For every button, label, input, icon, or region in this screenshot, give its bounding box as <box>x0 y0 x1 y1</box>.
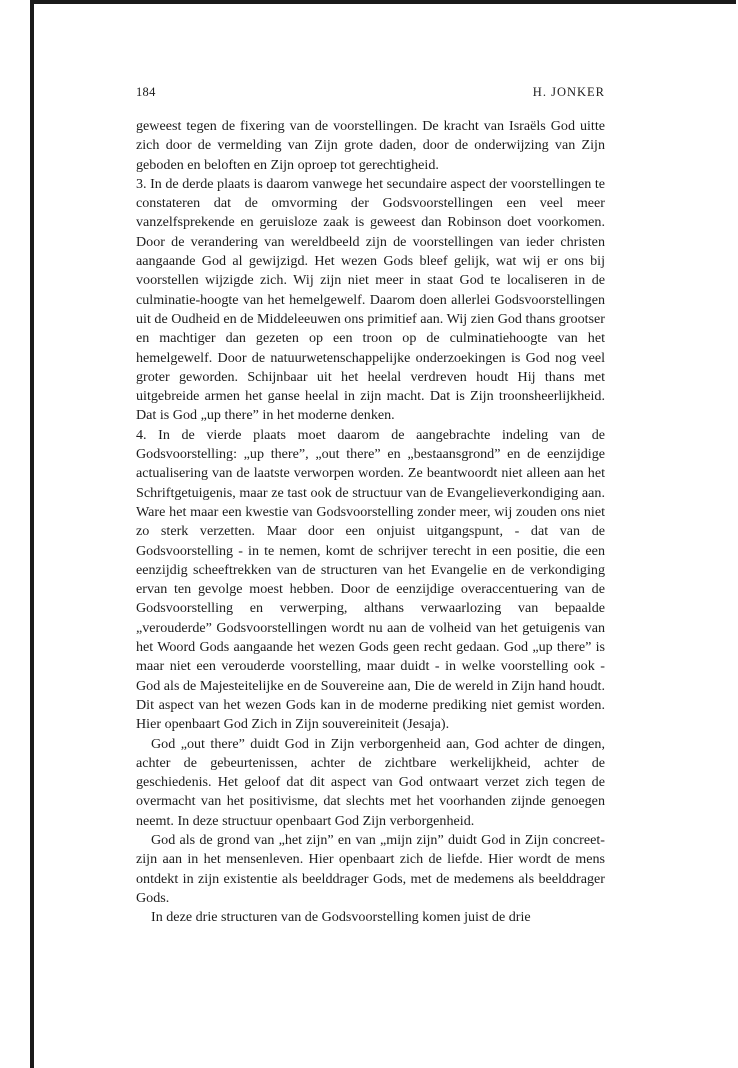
body-text <box>136 117 605 927</box>
scan-top-edge <box>30 0 736 4</box>
running-head-author: H. JONKER <box>532 85 605 99</box>
paragraph-point-4: 4. In de vierde plaats moet daarom de aangebrachte indeling van de Godsvoorstelling: „up there”, „out there” en „bestaansgrond” en de eenzijdige actualisering van de laatste verworpen worden. Ze beantwoordt niet alleen aan het Schriftgetuigenis, maar ze tast ook de structuur van de Evangelieverkondiging aan. Ware het maar een kwestie van Godsvoorstelling zonder meer, wij zouden ons niet zo sterk verzetten. Maar door een onjuist uitgangspunt, - dat van de Godsvoorstelling - in te nemen, komt de schrijver terecht in een positie, die een eenzijdig scheeftrekken van de structuren van het Evangelie en de verkondiging ervan ten gevolge moest hebben. Door de eenzijdige overaccentuering van de Godsvoorstelling en verwerping, althans verwaarlozing van bepaalde „verouderde” Godsvoorstellingen wordt nu aan de volheid van het getuigenis van het Woord Gods aangaande het wezen Gods geen recht gedaan. God „up there” is maar niet een verouderde voorstelling, maar duidt - in welke voorstelling ook - God als de Majesteitelijke en de Souvereine aan, Die de wereld in Zijn hand houdt. Dit aspect van het wezen Gods kan in de moderne prediking niet gemist worden. Hier openbaart God Zich in Zijn souvereiniteit (Jesaja). <box>136 426 605 733</box>
scan-left-edge <box>30 0 34 1068</box>
paragraph-out-there: God „out there” duidt God in Zijn verborgenheid aan, God achter de dingen, achter de gebeurtenissen, achter de zichtbare werkelijkheid, achter de geschiedenis. Het geloof dat dit aspect van God ontwaart verzet zich tegen de overmacht van het positivisme, dat slechts met het voorhanden zijnde genoegen neemt. In deze structuur openbaart God Zijn verborgenheid. <box>136 735 605 829</box>
running-head <box>136 85 605 103</box>
paragraph-three-structures: In deze drie structuren van de Godsvoorstelling komen juist de drie <box>151 909 531 926</box>
paragraph-ground-of-being: God als de grond van „het zijn” en van „mijn zijn” duidt God in Zijn concreet-zijn aan in het mensenleven. Hier openbaart zich de liefde. Hier wordt de mens ontdekt in zijn existentie als beelddrager Gods, met de medemens als beelddrager Gods. <box>136 831 605 906</box>
paragraph-continued: geweest tegen de fixering van de voorstellingen. De kracht van Israëls God uitte zich door de vermelding van Zijn grote daden, door de onderwijzing van Zijn geboden en beloften en Zijn oproep tot gerechtigheid. <box>136 118 605 173</box>
page-number: 184 <box>136 85 156 99</box>
paragraph-point-3: 3. In de derde plaats is daarom vanwege het secundaire aspect der voorstellingen te constateren dat de omvorming der Godsvoorstellingen een veel meer vanzelfsprekende en geruisloze zaak is geweest dan Robinson doet voorkomen. Door de verandering van wereldbeeld zijn de voorstellingen van ieder christen aangaande God al gewijzigd. Het wezen Gods bleef gelijk, wat wij er ons bij voorstellen wijzigde zich. Wij zijn niet meer in staat God te localiseren in de culminatie-hoogte van het hemelgewelf. Daarom doen allerlei Godsvoorstellingen uit de Oudheid en de Middeleeuwen ons primitief aan. Wij zien God thans grootser en machtiger dan gezeten op een troon op de culminatiehoogte van het hemelgewelf. Door de natuurwetenschappelijke onderzoekingen is God nog veel groter geworden. Schijnbaar uit het heelal verdreven houdt Hij thans met uitgebreide armen het ganse heelal in zijn macht. Dat is Zijn troonsheerlijkheid. Dat is God „up there” in het moderne denken. <box>136 175 605 424</box>
